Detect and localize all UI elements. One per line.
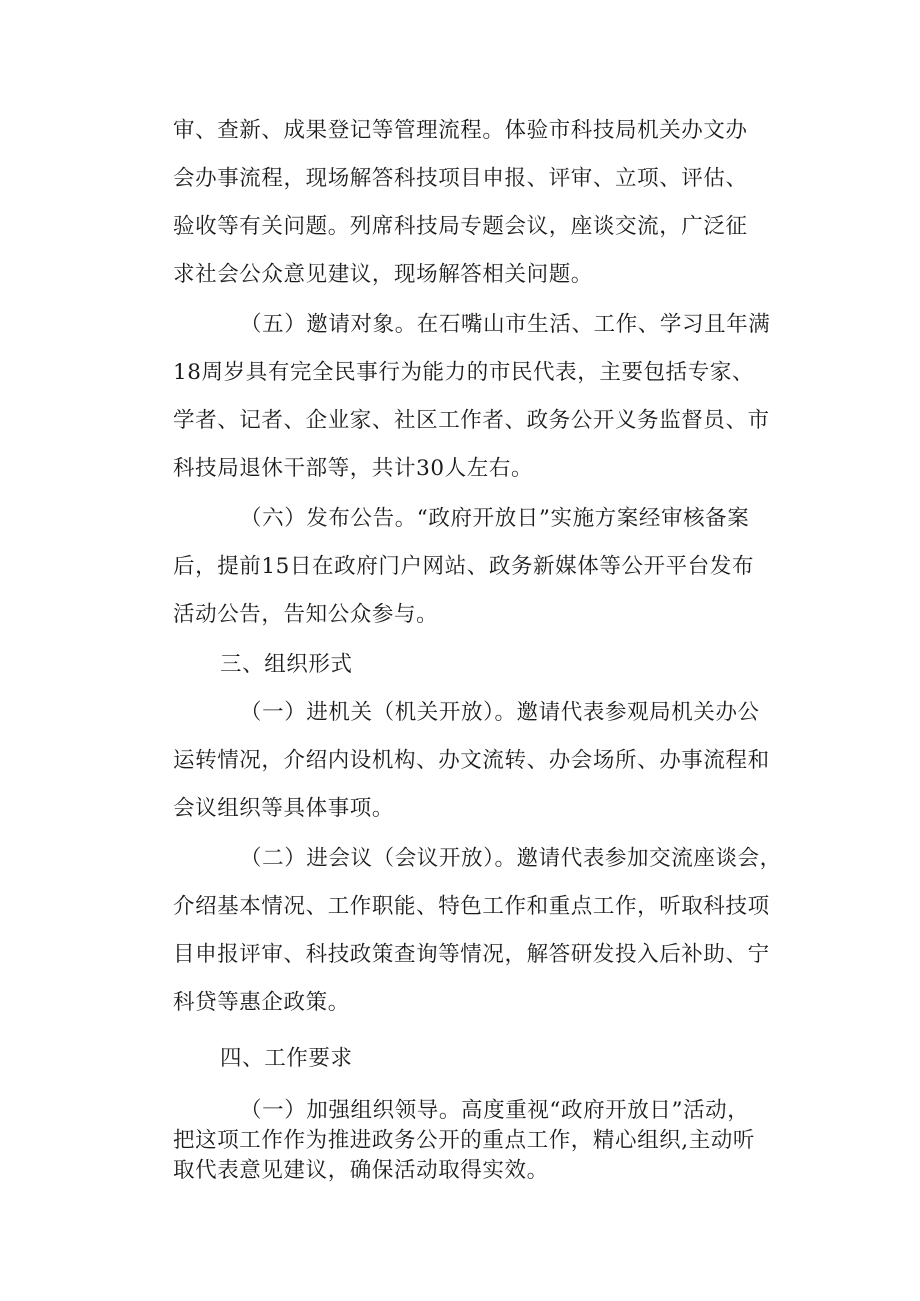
paragraph-line: 介绍基本情况、工作职能、特色工作和重点工作，听取科技项 (173, 894, 770, 919)
paragraph-line: 运转情况，介绍内设机构、办文流转、办会场所、办事流程和 (173, 748, 770, 773)
section-heading: 三、组织形式 (220, 652, 353, 677)
paragraph-line: 科贷等惠企政策。 (173, 990, 350, 1015)
paragraph-line: （五）邀请对象。在石嘴山市生活、工作、学习且年满 (240, 312, 771, 337)
paragraph-line: 会议组织等具体事项。 (173, 796, 395, 821)
paragraph-line: （二）进会议（会议开放）。邀请代表参加交流座谈会， (240, 846, 782, 871)
paragraph-line: 18周岁具有完全民事行为能力的市民代表，主要包括专家、 (173, 360, 755, 385)
paragraph-line: 把这项工作作为推进政务公开的重点工作，精心组织,主动听 (173, 1128, 756, 1153)
paragraph-line: 活动公告，告知公众参与。 (173, 602, 439, 627)
paragraph-line: 后，提前15日在政府门户网站、政务新媒体等公开平台发布 (173, 554, 755, 579)
paragraph-line: 审、查新、成果登记等管理流程。体验市科技局机关办文办 (173, 118, 748, 143)
paragraph-line: 验收等有关问题。列席科技局专题会议，座谈交流，广泛征 (173, 214, 748, 239)
paragraph-line: 会办事流程，现场解答科技项目申报、评审、立项、评估、 (173, 166, 748, 191)
paragraph-line: 目申报评审、科技政策查询等情况，解答研发投入后补助、宁 (173, 942, 770, 967)
paragraph-line: （一）加强组织领导。高度重视“政府开放日”活动， (240, 1098, 750, 1123)
paragraph-line: （六）发布公告。“政府开放日”实施方案经审核备案 (240, 506, 750, 531)
paragraph-line: 科技局退休干部等，共计30人左右。 (173, 456, 534, 481)
paragraph-line: 求社会公众意见建议，现场解答相关问题。 (173, 262, 593, 287)
section-heading: 四、工作要求 (220, 1046, 353, 1071)
paragraph-line: 取代表意见建议，确保活动取得实效。 (173, 1158, 549, 1183)
paragraph-line: 学者、记者、企业家、社区工作者、政务公开义务监督员、市 (173, 408, 770, 433)
paragraph-line: （一）进机关（机关开放）。邀请代表参观局机关办公 (240, 700, 760, 725)
